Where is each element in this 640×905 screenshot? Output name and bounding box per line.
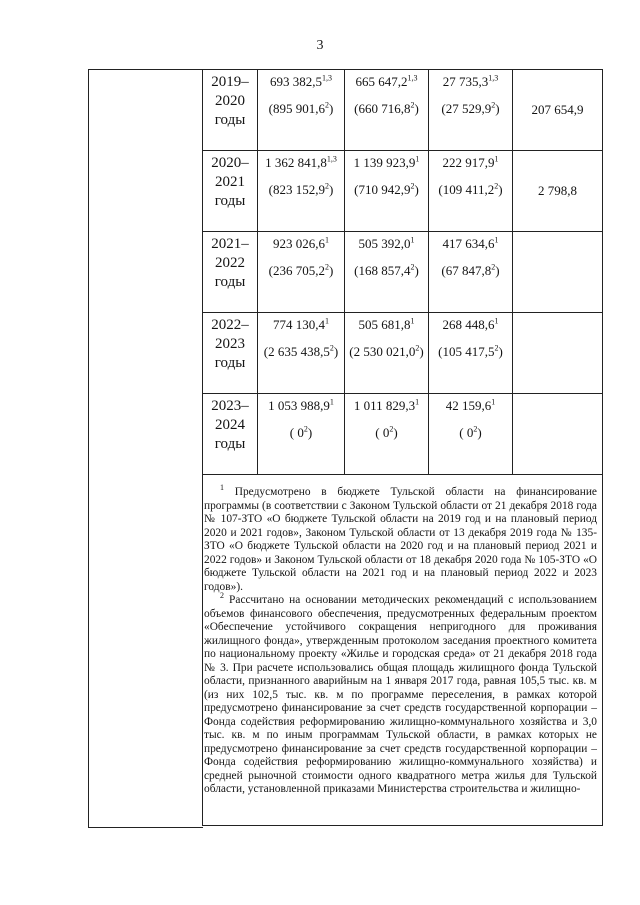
local-cell <box>513 394 603 475</box>
amount: 693 382,5 <box>270 74 322 89</box>
year-label: годы <box>214 436 246 452</box>
budget-table <box>202 69 603 475</box>
footnote-ref: 2 <box>325 262 329 272</box>
footnote-text: Предусмотрено в бюджете Тульской области на финансирование программы (в соответствии с Законом Тульской области от 21 декабря 2018 года № 107-ЗТО «О бюджете Тульской области на 2019 год и на плановый период 2020 и 2021 годов», Законом Тульской области от 13 декабря 2019 года № 135-ЗТО «О бюджете Тульской области на 2020 год и на плановый период 2021 и 2022 годов» и Законом Тульской области от 18 декабря 2020 года № 105-ЗТО «О бюджете Тульской области на 2021 год и на плановый период 2022 и 2023 годов»). <box>204 486 597 593</box>
amount-estimate: (67 847,8 <box>441 263 492 278</box>
amount-estimate: ( 0 <box>459 425 474 440</box>
amount: 222 917,9 <box>442 155 495 170</box>
amount: 505 681,8 <box>358 317 411 332</box>
local-cell <box>513 232 603 313</box>
regional-cell: 268 448,6$^1$ (105 417,5$^2$) <box>429 313 513 394</box>
amount-estimate: (27 529,9 <box>441 101 492 116</box>
table-row <box>203 232 603 313</box>
year-start: 2021– <box>211 236 249 252</box>
year-end: 2024 <box>215 417 245 433</box>
year-end: 2020 <box>215 93 245 109</box>
year-cell <box>203 394 258 475</box>
year-end: 2022 <box>215 255 245 271</box>
year-cell <box>203 313 258 394</box>
page-number: 3 <box>316 38 324 53</box>
footnote-1 <box>204 483 597 594</box>
footnote-ref: 2 <box>410 181 415 191</box>
total-cell: 774 130,4$^1$ (2 635 438,5$^2$) <box>258 313 345 394</box>
amount: 505 392,0 <box>358 236 411 251</box>
total-cell: 693 382,5$^{1,3}$ (895 901,6$^2$) <box>258 70 345 151</box>
amount: 1 139 923,9 <box>353 155 416 170</box>
footnote-ref: 2 <box>473 424 478 434</box>
local-cell: 207 654,9 <box>513 70 603 151</box>
fund-cell: 1 139 923,9$^1$ (710 942,9$^2$) <box>345 151 429 232</box>
regional-cell: 417 634,6$^1$ (67 847,8$^2$) <box>429 232 513 313</box>
local-cell <box>513 313 603 394</box>
year-label: годы <box>214 355 246 371</box>
footnote-ref: 1 <box>415 397 420 407</box>
footnote-ref: 1 <box>491 397 496 407</box>
amount: 417 634,6 <box>442 236 495 251</box>
footnote-text: Рассчитано на основании методических рекомендаций с использованием объемов финансового обеспечения, предусмотренных федеральным проектом «Обеспечение устойчивого сокращения непригодного для проживания жилищного фонда», утвержденным протоколом заседания проектного комитета по национальному проекту «Жилье и городская среда» от 21 декабря 2018 года № 3. При расчете использовались общая площадь жилищного фонда Тульской области, признанного аварийным на 1 января 2017 года, равная 105,5 тыс. кв. м (из них 102,5 тыс. кв. м по программе переселения, в рамках которой предусмотрено финансирование за счет средств государственной корпорации – Фонда содействия реформированию жилищно-коммунального хозяйства и 3,0 тыс. кв. м по иным программам Тульской области, в рамках которых не предусмотрено финансирование за счет средств государственной корпорации – Фонда содействия реформированию жилищно-коммунального хозяйства) и средней рыночной стоимости одного квадратного метра жилья для Тульской области, установленной приказами Министерства строительства и жилищно- <box>204 594 597 795</box>
amount-estimate: ( 0 <box>375 425 390 440</box>
footnote-ref: 2 <box>491 262 496 272</box>
footnote-2 <box>204 591 597 797</box>
amount: 42 159,6 <box>445 398 492 413</box>
regional-cell: 222 917,9$^1$ (109 411,2$^2$) <box>429 151 513 232</box>
year-cell <box>203 70 258 151</box>
table-row <box>203 313 603 394</box>
fund-cell: 1 011 829,3$^1$ ( $0^2$) <box>345 394 429 475</box>
amount-estimate: (2 635 438,5 <box>263 344 330 359</box>
amount-estimate: (710 942,9 <box>354 182 411 197</box>
fund-cell: 665 647,2$^{1,3}$ (660 716,8$^2$) <box>345 70 429 151</box>
year-end: 2021 <box>215 174 245 190</box>
footnote-ref: 2 <box>325 181 329 191</box>
footnote-ref: 1 <box>325 316 329 326</box>
year-start: 2023– <box>211 398 249 414</box>
footnote-ref: 1 <box>494 154 499 164</box>
footnote-marker: 2 <box>220 591 224 601</box>
total-cell: 1 362 841,8$^{1,3}$ (823 152,9$^2$) <box>258 151 345 232</box>
amount-estimate: (236 705,2 <box>268 263 325 278</box>
regional-cell: 27 735,3$^{1,3}$ (27 529,9$^2$) <box>429 70 513 151</box>
regional-cell: 42 159,6$^1$ ( $0^2$) <box>429 394 513 475</box>
footnote-ref: 2 <box>491 100 496 110</box>
amount-estimate: (2 530 021,0 <box>349 344 416 359</box>
amount: 1 053 988,9 <box>268 398 330 413</box>
amount: 1 362 841,8 <box>265 155 327 170</box>
footnote-ref: 2 <box>329 343 334 353</box>
local-cell: 2 798,8 <box>513 151 603 232</box>
footnote-ref: 2 <box>494 181 499 191</box>
footnote-ref: 1 <box>410 316 415 326</box>
amount-estimate: (660 716,8 <box>354 101 411 116</box>
footnote-ref: 2 <box>415 343 420 353</box>
footnote-ref: 2 <box>389 424 394 434</box>
footnote-ref: 1 <box>410 235 415 245</box>
amount: 774 130,4 <box>273 317 325 332</box>
amount: 665 647,2 <box>355 74 408 89</box>
footnote-ref: 2 <box>494 343 499 353</box>
amount: 923 026,6 <box>273 236 325 251</box>
amount-estimate: (895 901,6 <box>268 101 325 116</box>
amount-estimate: ( 0 <box>289 425 304 440</box>
year-label: годы <box>214 274 246 290</box>
footnote-ref: 2 <box>303 424 308 434</box>
amount-estimate: (105 417,5 <box>438 344 495 359</box>
fund-cell: 505 392,0$^1$ (168 857,4$^2$) <box>345 232 429 313</box>
table-row <box>203 394 603 475</box>
footnote-ref: 1,3 <box>322 73 332 83</box>
amount-estimate: (109 411,2 <box>438 182 495 197</box>
footnote-ref: 1,3 <box>326 154 337 164</box>
table-row <box>203 70 603 151</box>
fund-cell: 505 681,8$^1$ (2 530 021,0$^2$) <box>345 313 429 394</box>
footnote-ref: 1 <box>494 235 499 245</box>
footnote-ref: 1 <box>325 235 329 245</box>
amount-estimate: (168 857,4 <box>354 263 411 278</box>
footnote-ref: 2 <box>410 100 415 110</box>
year-cell <box>203 151 258 232</box>
year-label: годы <box>214 112 246 128</box>
year-label: годы <box>214 193 246 209</box>
amount: 1 011 829,3 <box>353 398 416 413</box>
year-cell <box>203 232 258 313</box>
total-cell: 1 053 988,9$^1$ ( $0^2$) <box>258 394 345 475</box>
left-column-cell <box>88 69 203 828</box>
footnote-ref: 1,3 <box>488 73 499 83</box>
footnote-ref: 1,3 <box>407 73 418 83</box>
year-start: 2020– <box>211 155 249 171</box>
footnote-ref: 1 <box>494 316 499 326</box>
footnote-marker: 1 <box>220 483 224 493</box>
footnote-ref: 1 <box>329 397 334 407</box>
amount: 268 448,6 <box>442 317 495 332</box>
footnotes <box>204 483 597 797</box>
amount: 27 735,3 <box>442 74 489 89</box>
amount-estimate: (823 152,9 <box>268 182 325 197</box>
table-row <box>203 151 603 232</box>
footnote-ref: 2 <box>325 100 329 110</box>
footnote-ref: 2 <box>410 262 415 272</box>
year-start: 2022– <box>211 317 249 333</box>
year-end: 2023 <box>215 336 245 352</box>
total-cell: 923 026,6$^1$ (236 705,2$^2$) <box>258 232 345 313</box>
year-start: 2019– <box>211 74 249 90</box>
footnote-ref: 1 <box>415 154 420 164</box>
